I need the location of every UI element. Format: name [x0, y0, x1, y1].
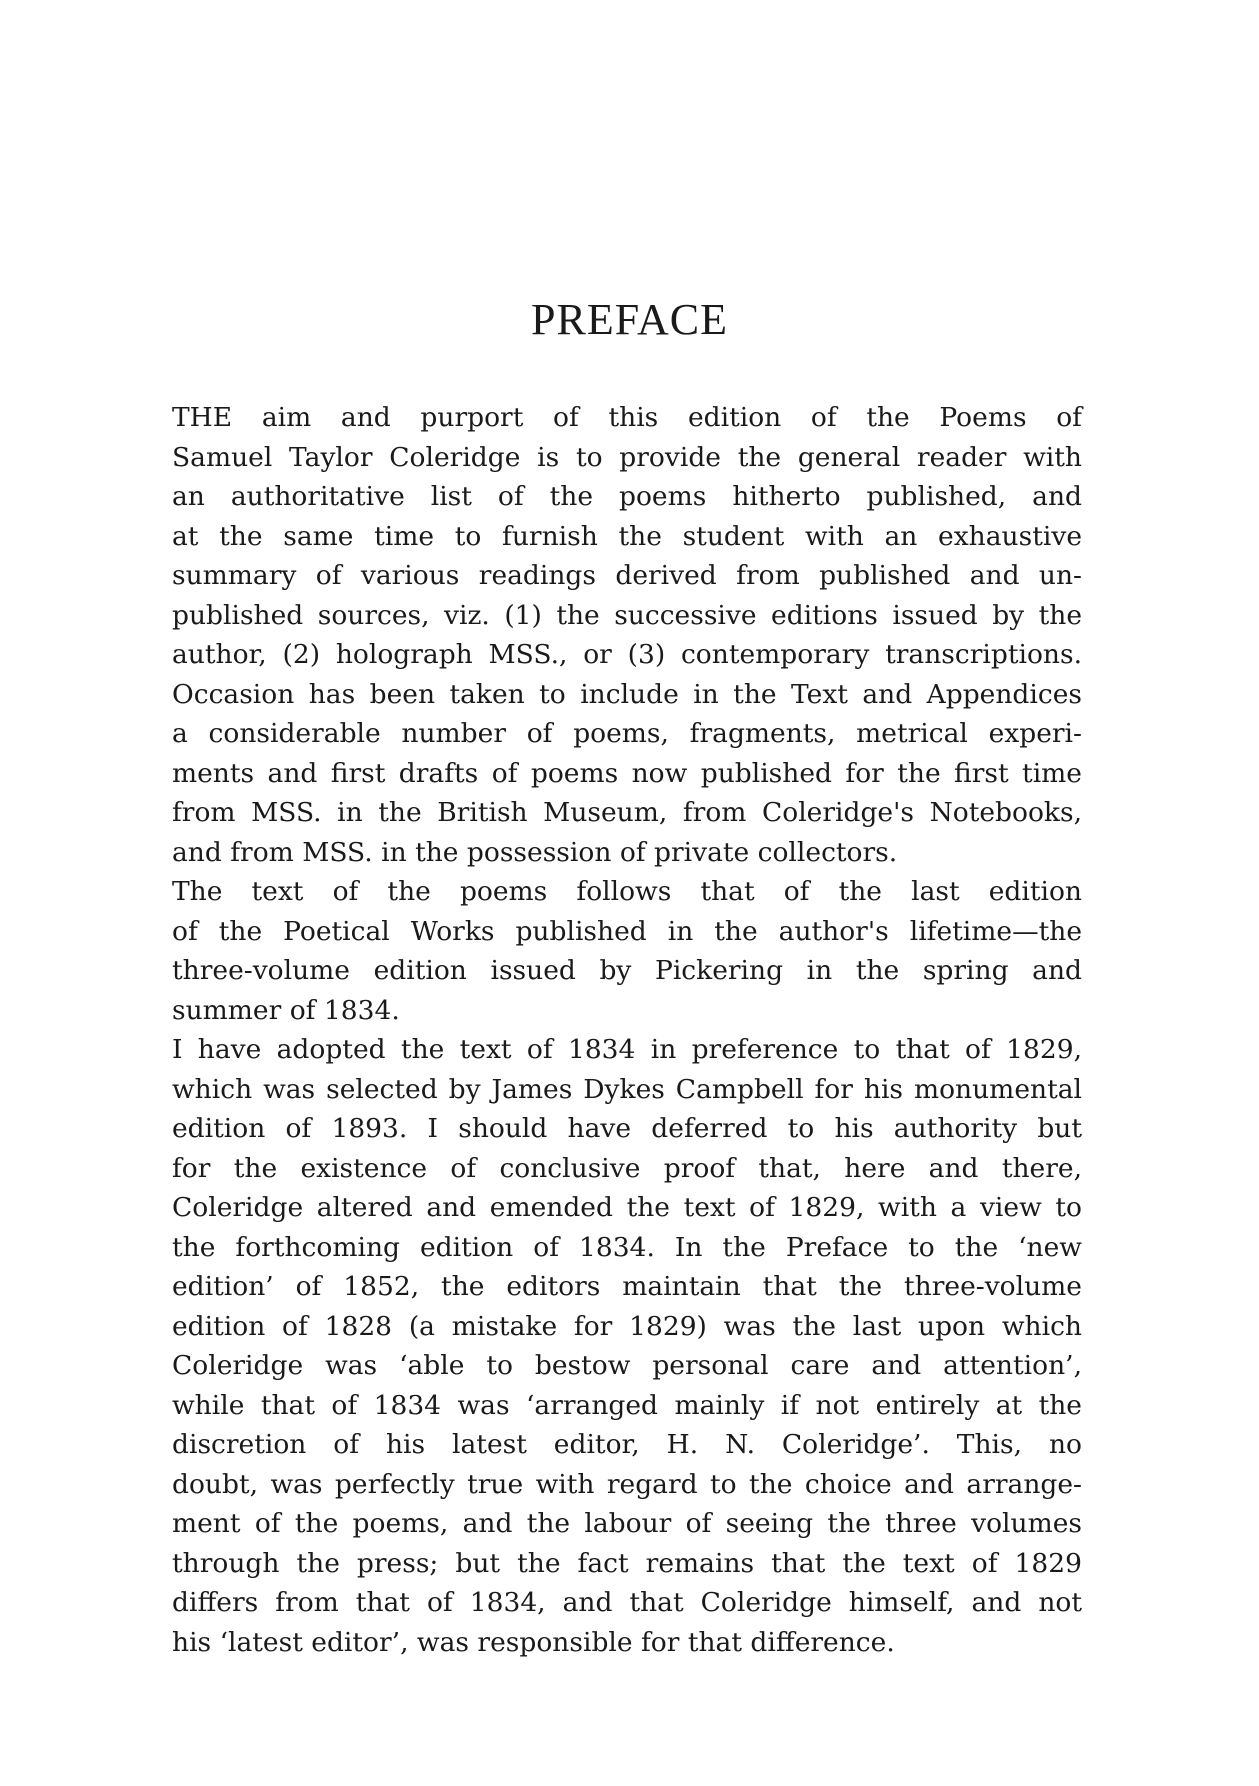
- text-line: summer of 1834.: [172, 994, 400, 1026]
- text-line: an authoritative list of the poems hitherto published, and: [172, 481, 1082, 512]
- text-line: doubt, was perfectly true with regard to the choice and arrange-: [172, 1468, 1082, 1500]
- text-line: published sources, viz. (1) the successive editions issued by the: [172, 599, 1082, 631]
- preface-body: [172, 398, 1082, 1662]
- text-line: summary of various readings derived from published and un-: [172, 560, 1082, 591]
- text-line: THE aim and purport of this edition of the Poems of: [172, 402, 1082, 433]
- text-line: Samuel Taylor Coleridge is to provide the general reader with: [172, 441, 1082, 473]
- text-line: edition of 1893. I should have deferred to his authority but: [172, 1113, 1082, 1144]
- text-line: I have adopted the text of 1834 in preference to that of 1829,: [172, 1034, 1082, 1065]
- text-line: and from MSS. in the possession of private collectors.: [172, 836, 898, 868]
- text-line: Coleridge was ‘able to bestow personal care and attention’,: [172, 1350, 1082, 1381]
- text-line: author, (2) holograph MSS., or (3) contemporary transcriptions.: [172, 639, 1082, 670]
- text-line: discretion of his latest editor, H. N. Coleridge’. This, no: [172, 1429, 1082, 1460]
- text-line: Coleridge altered and emended the text of 1829, with a view to: [172, 1192, 1082, 1223]
- text-line: the forthcoming edition of 1834. In the Preface to the ‘new: [172, 1231, 1082, 1263]
- text-line: a considerable number of poems, fragments, metrical experi-: [172, 718, 1082, 749]
- page-title: PREFACE: [531, 295, 728, 344]
- text-line: at the same time to furnish the student with an exhaustive: [172, 520, 1082, 552]
- paragraph-1: [172, 398, 1082, 872]
- text-line: for the existence of conclusive proof that, here and there,: [172, 1152, 1082, 1184]
- text-line: ment of the poems, and the labour of seeing the three volumes: [172, 1508, 1082, 1539]
- text-line: three-volume edition issued by Pickering in the spring and: [172, 955, 1082, 986]
- text-line: edition of 1828 (a mistake for 1829) was the last upon which: [172, 1310, 1082, 1342]
- text-line: of the Poetical Works published in the author's lifetime—the: [172, 915, 1082, 947]
- text-line: ments and first drafts of poems now published for the first time: [172, 757, 1082, 789]
- text-line: differs from that of 1834, and that Coleridge himself, and not: [172, 1587, 1082, 1618]
- paragraph-3: [172, 1030, 1082, 1662]
- text-line: his ‘latest editor’, was responsible for that difference.: [172, 1626, 895, 1658]
- text-line: Occasion has been taken to include in the Text and Appendices: [172, 678, 1082, 710]
- paragraph-2: [172, 872, 1082, 1030]
- text-line: The text of the poems follows that of the last edition: [172, 876, 1082, 907]
- text-line: edition’ of 1852, the editors maintain that the three-volume: [172, 1271, 1082, 1302]
- text-line: while that of 1834 was ‘arranged mainly if not entirely at the: [172, 1389, 1082, 1421]
- text-line: which was selected by James Dykes Campbell for his monumental: [172, 1073, 1082, 1105]
- text-line: through the press; but the fact remains that the text of 1829: [172, 1547, 1082, 1579]
- text-line: from MSS. in the British Museum, from Coleridge's Notebooks,: [172, 797, 1082, 828]
